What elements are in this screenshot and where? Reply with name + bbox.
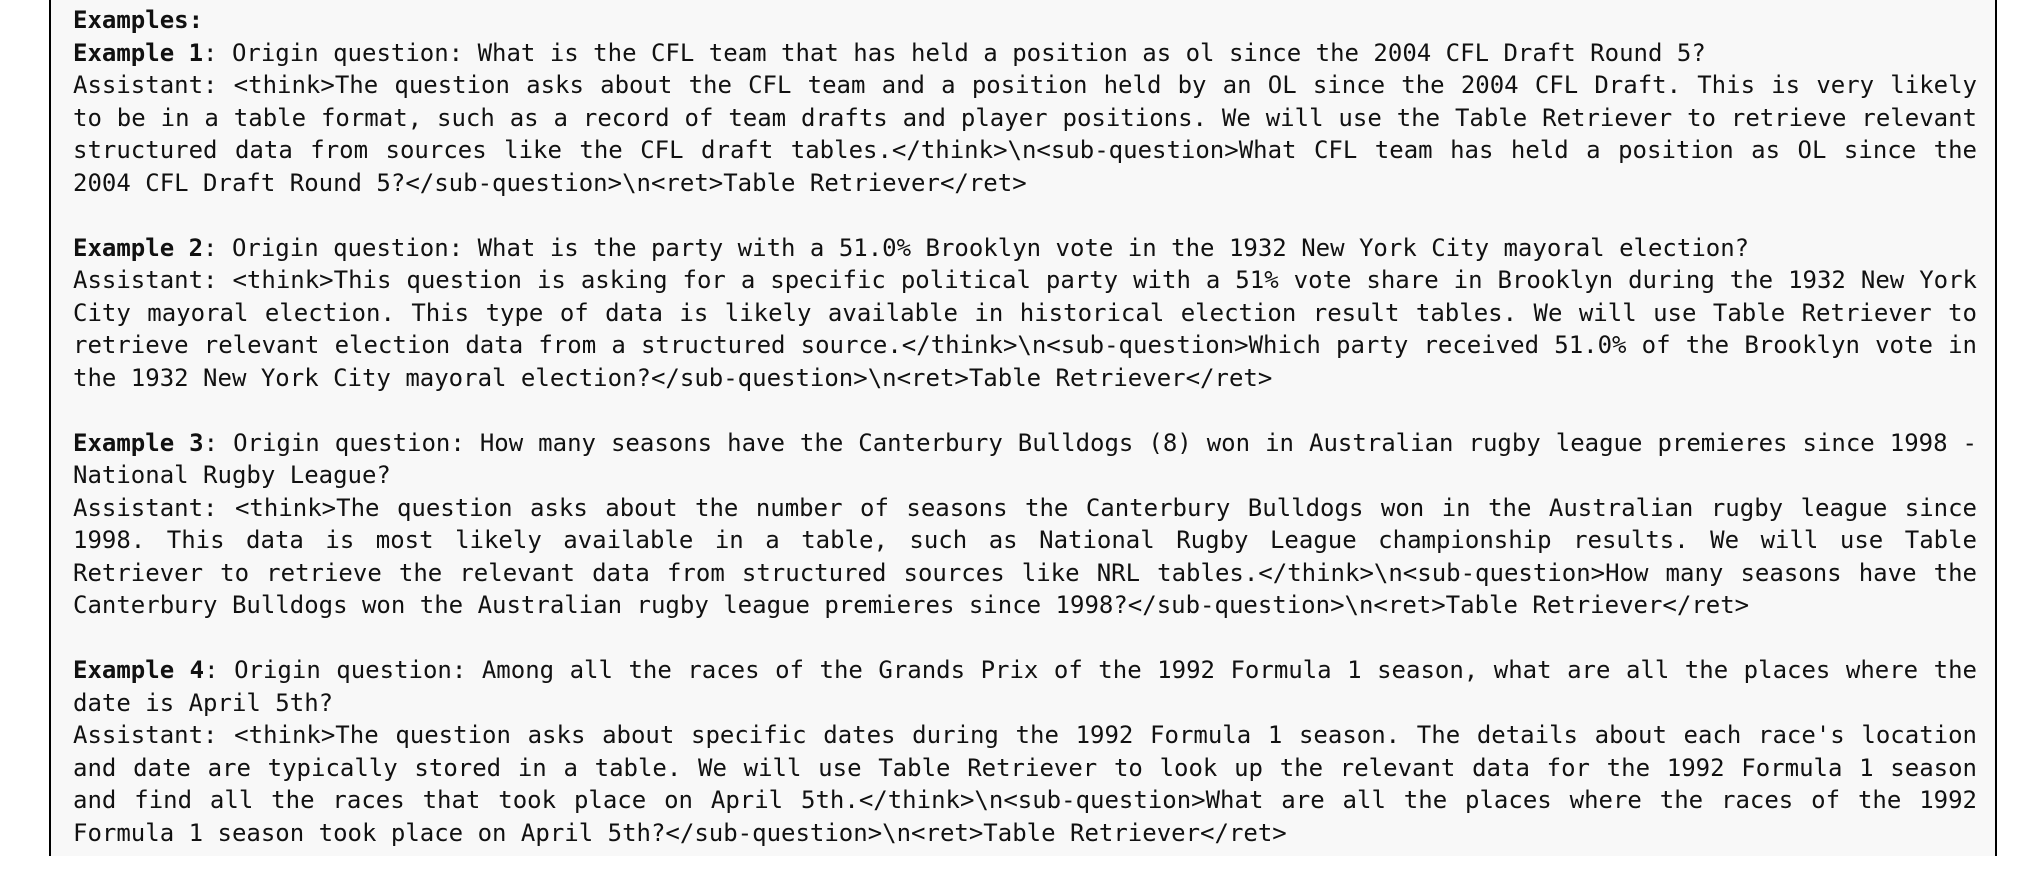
example-1-label: Example 1 bbox=[73, 38, 204, 67]
example-2-label: Example 2 bbox=[73, 233, 204, 262]
example-3-question-text: : Origin question: How many seasons have the Canterbury Bulldogs (8) won in Australian rugby league premieres since 1998 - National Rugby League? bbox=[73, 428, 1977, 489]
example-1-answer: Assistant: <think>The question asks about the CFL team and a position held by an OL since the 2004 CFL Draft. This is very likely to be in a table format, such as a record of team drafts and player positions. We will use the Table Retriever to retrieve relevant structured data from sources like the CFL draft tables.</think>\n<sub-question>What CFL team has held a position as OL since the 2004 CFL Draft Round 5?</sub-question>\n<ret>Table Retriever</ret> bbox=[73, 71, 1977, 197]
example-3-answer: Assistant: <think>The question asks about the number of seasons the Canterbury Bulldogs won in the Australian rugby league since 1998. This data is most likely available in a table, such as National Rugby League championship results. We will use Table Retriever to retrieve the relevant data from structured sources like NRL tables.</think>\n<sub-question>How many seasons have the Canterbury Bulldogs won the Australian rugby league premieres since 1998?</sub-question>\n<ret>Table Retriever</ret> bbox=[73, 493, 1977, 619]
example-1 bbox=[73, 37, 1977, 200]
examples-heading: Examples: bbox=[73, 6, 204, 34]
example-2 bbox=[73, 232, 1977, 395]
example-3-question bbox=[73, 427, 1977, 492]
example-3-label: Example 3 bbox=[73, 428, 204, 457]
example-1-question bbox=[73, 37, 1977, 70]
example-4-answer: Assistant: <think>The question asks about specific dates during the 1992 Formula 1 season. The details about each race's location and date are typically stored in a table. We will use Table Retriever to look up the relevant data for the 1992 Formula 1 season and find all the races that took place on April 5th.</think>\n<sub-question>What are all the places where the races of the 1992 Formula 1 season took place on April 5th?</sub-question>\n<ret>Table Retriever</ret> bbox=[73, 721, 1977, 847]
example-1-question-text: : Origin question: What is the CFL team that has held a position as ol since the 2004 CFL Draft Round 5? bbox=[203, 38, 1706, 67]
example-4-question-text: : Origin question: Among all the races of the Grands Prix of the 1992 Formula 1 season, what are all the places where the date is April 5th? bbox=[73, 656, 1977, 717]
example-2-question-text: : Origin question: What is the party with a 51.0% Brooklyn vote in the 1932 New York City mayoral election? bbox=[203, 233, 1750, 262]
example-4-label: Example 4 bbox=[73, 656, 205, 684]
example-2-question bbox=[73, 232, 1977, 265]
example-2-answer: Assistant: <think>This question is asking for a specific political party with a 51% vote share in Brooklyn during the 1932 New York City mayoral election. This type of data is likely available in historical election result tables. We will use Table Retriever to retrieve relevant election data from a structured source.</think>\n<sub-question>Which party received 51.0% of the Brooklyn vote in the 1932 New York City mayoral election?</sub-question>\n<ret>Table Retriever</ret> bbox=[73, 266, 1977, 392]
example-3 bbox=[73, 427, 1977, 622]
example-4-question bbox=[73, 654, 1977, 719]
example-4 bbox=[73, 654, 1977, 849]
examples-content bbox=[73, 4, 1977, 882]
